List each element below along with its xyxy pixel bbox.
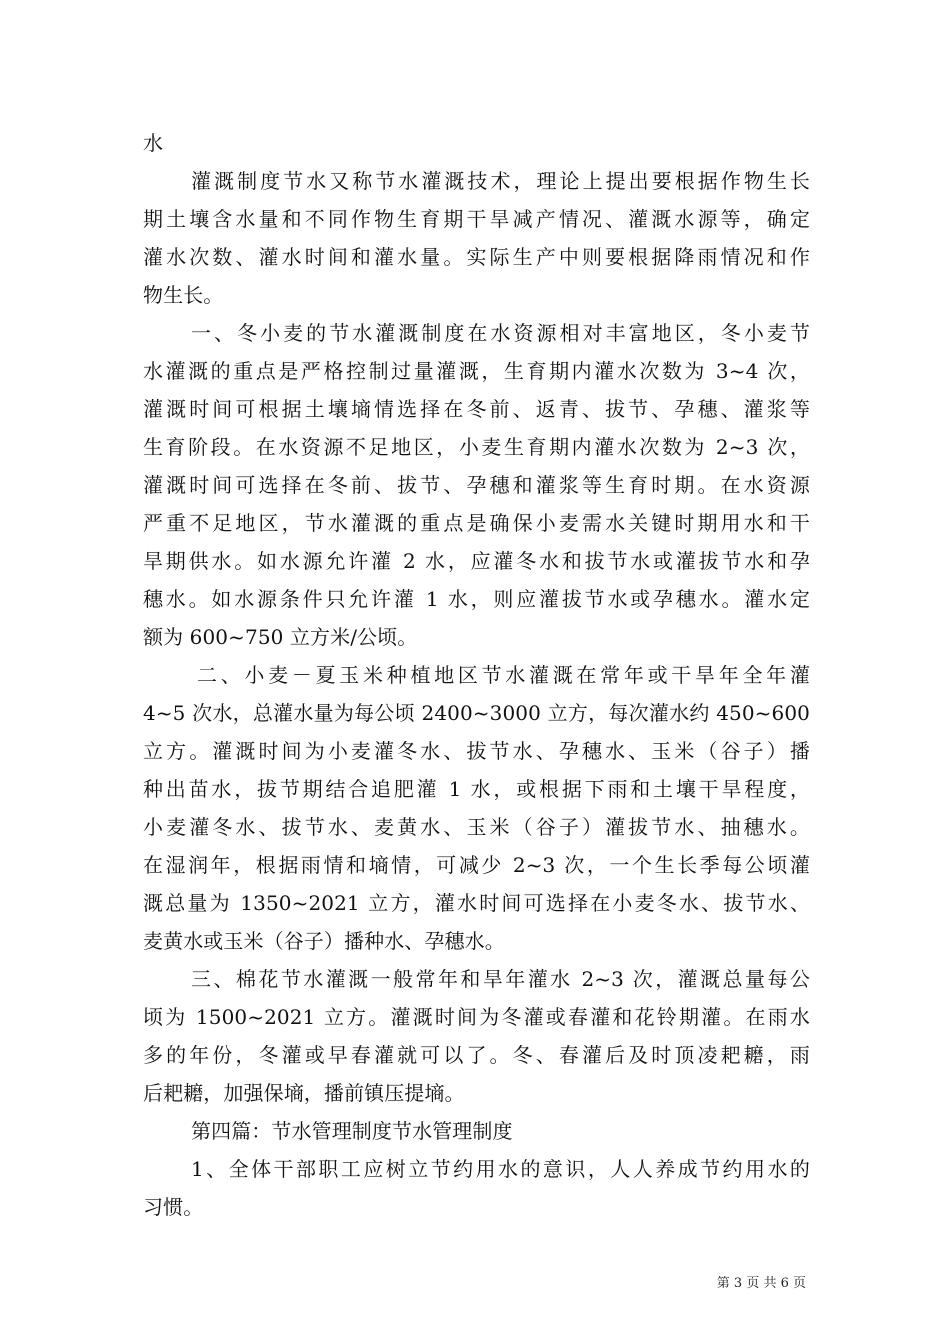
text-line: 4~5 次水，总灌水量为每公顷 2400~3000 立方，每次灌水约 450~600	[143, 701, 810, 725]
paragraph-first-line: 三、棉花节水灌溉一般常年和旱年灌水 2~3 次，灌溉总量每公	[191, 967, 810, 991]
text-line: 灌溉时间可根据土壤墒情选择在冬前、返青、拔节、孕穗、灌浆等	[143, 397, 810, 421]
text-line: 额为 600~750 立方米/公顷。	[143, 625, 418, 649]
text-line: 溉总量为 1350~2021 立方，灌水时间可选择在小麦冬水、拔节水、	[143, 891, 810, 915]
text-line: 麦黄水或玉米（谷子）播种水、孕穗水。	[143, 929, 505, 953]
text-line: 后耙耱，加强保墒，播前镇压提墒。	[143, 1081, 465, 1105]
paragraph-first-line: 二、小麦－夏玉米种植地区节水灌溉在常年或干旱年全年灌	[197, 663, 810, 687]
text-line: 严重不足地区，节水灌溉的重点是确保小麦需水关键时期用水和干	[143, 511, 810, 535]
paragraph-first-line: 灌溉制度节水又称节水灌溉技术，理论上提出要根据作物生长	[191, 169, 810, 193]
paragraph-first-line: 一、冬小麦的节水灌溉制度在水资源相对丰富地区，冬小麦节	[191, 321, 810, 345]
text-line: 多的年份，冬灌或早春灌就可以了。冬、春灌后及时顶凌耙耱，雨	[143, 1043, 810, 1067]
text-line: 水	[143, 131, 164, 155]
document-body	[143, 124, 810, 1226]
text-line: 立方。灌溉时间为小麦灌冬水、拔节水、孕穗水、玉米（谷子）播	[143, 739, 810, 763]
text-line: 生育阶段。在水资源不足地区，小麦生育期内灌水次数为 2~3 次，	[143, 435, 810, 459]
text-line: 顷为 1500~2021 立方。灌溉时间为冬灌或春灌和花铃期灌。在雨水	[143, 1005, 810, 1029]
text-line: 穗水。如水源条件只允许灌 1 水，则应灌拔节水或孕穗水。灌水定	[143, 587, 810, 611]
section-heading: 第四篇：节水管理制度节水管理制度	[191, 1119, 513, 1143]
text-line: 物生长。	[143, 283, 224, 307]
text-line: 期土壤含水量和不同作物生育期干旱减产情况、灌溉水源等，确定	[143, 207, 810, 231]
text-line: 种出苗水，拔节期结合追肥灌 1 水，或根据下雨和土壤干旱程度，	[143, 777, 810, 801]
text-line: 灌溉时间可选择在冬前、拔节、孕穗和灌浆等生育时期。在水资源	[143, 473, 810, 497]
text-line: 水灌溉的重点是严格控制过量灌溉，生育期内灌水次数为 3~4 次，	[143, 359, 810, 383]
text-line: 小麦灌冬水、拔节水、麦黄水、玉米（谷子）灌拔节水、抽穗水。	[143, 815, 810, 839]
text-line: 在湿润年，根据雨情和墒情，可减少 2~3 次，一个生长季每公顷灌	[143, 853, 810, 877]
paragraph-first-line: 1、全体干部职工应树立节约用水的意识，人人养成节约用水的	[191, 1157, 810, 1181]
text-line: 灌水次数、灌水时间和灌水量。实际生产中则要根据降雨情况和作	[143, 245, 810, 269]
text-line: 旱期供水。如水源允许灌 2 水，应灌冬水和拔节水或灌拔节水和孕	[143, 549, 810, 573]
page-number-footer: 第 3 页 共 6 页	[716, 1276, 806, 1291]
text-line: 习惯。	[143, 1195, 204, 1219]
